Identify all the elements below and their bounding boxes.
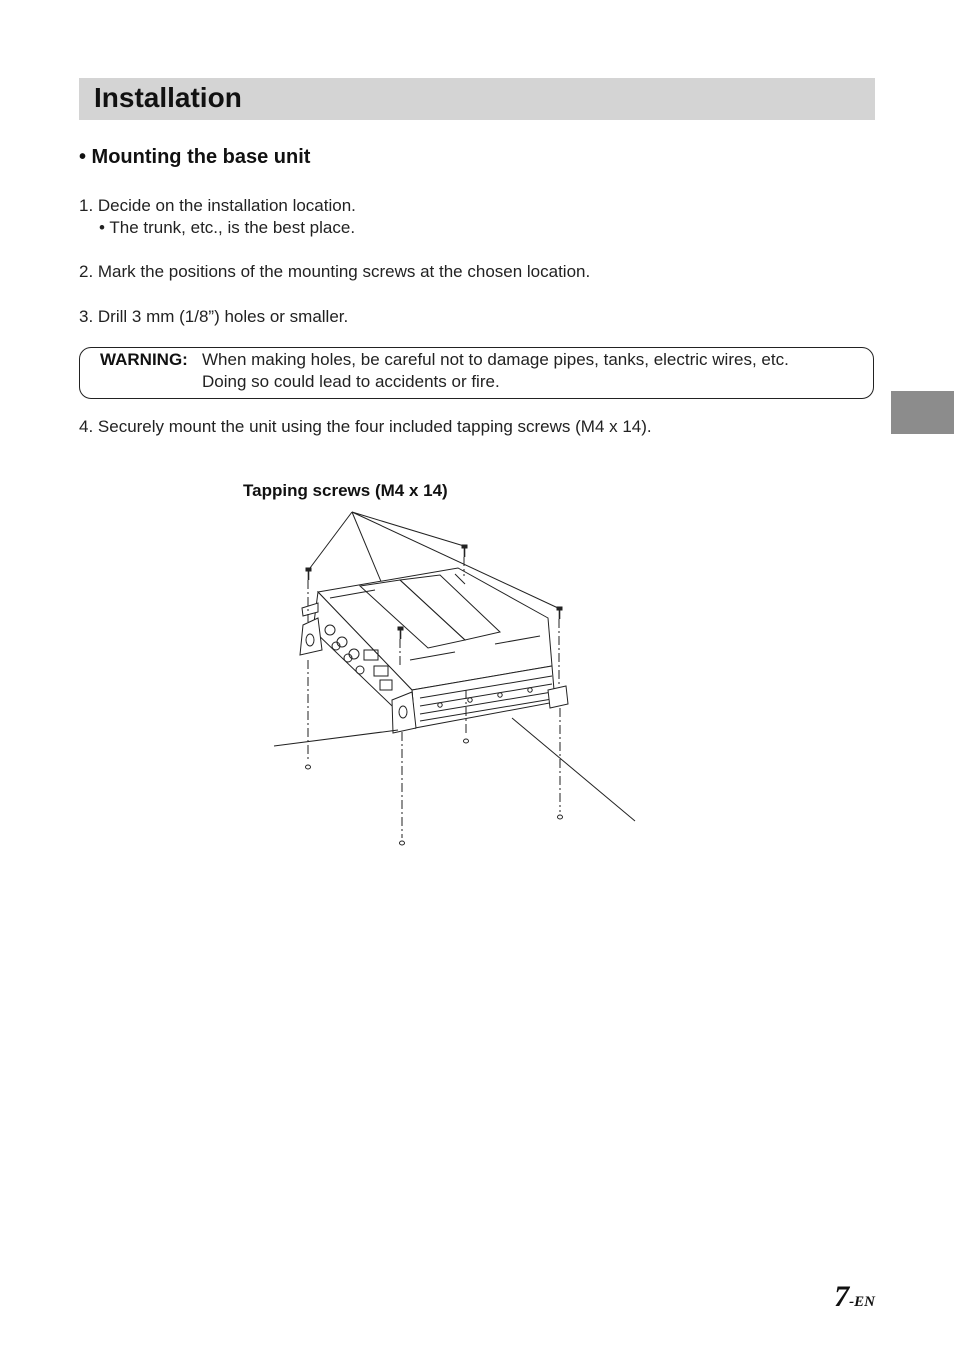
callout-leader-lines: [274, 718, 635, 821]
step-2: 2. Mark the positions of the mounting screws at the chosen location.: [79, 262, 591, 281]
page-number-value: 7: [834, 1280, 850, 1313]
amplifier-unit: [300, 568, 568, 733]
step-1: 1. Decide on the installation location.: [79, 196, 356, 215]
screw-icon: [306, 568, 311, 580]
page-title: Installation: [94, 82, 242, 113]
page-number-suffix: -EN: [849, 1294, 875, 1310]
drill-holes: [306, 739, 563, 845]
warning-text-line-2: Doing so could lead to accidents or fire.: [202, 372, 500, 391]
step-1-note: • The trunk, etc., is the best place.: [99, 218, 356, 237]
step-4: 4. Securely mount the unit using the four included tapping screws (M4 x 14).: [79, 417, 652, 436]
section-heading: • Mounting the base unit: [79, 146, 311, 168]
step-3: 3. Drill 3 mm (1/8”) holes or smaller.: [79, 307, 349, 326]
diagram-label: Tapping screws (M4 x 14): [243, 481, 448, 500]
screw-icon: [557, 607, 562, 619]
screw-icon: [462, 545, 467, 557]
warning-label: WARNING:: [100, 350, 188, 369]
page-number: [834, 1280, 875, 1314]
warning-text-line-1: When making holes, be careful not to damage pipes, tanks, electric wires, etc.: [202, 350, 789, 369]
